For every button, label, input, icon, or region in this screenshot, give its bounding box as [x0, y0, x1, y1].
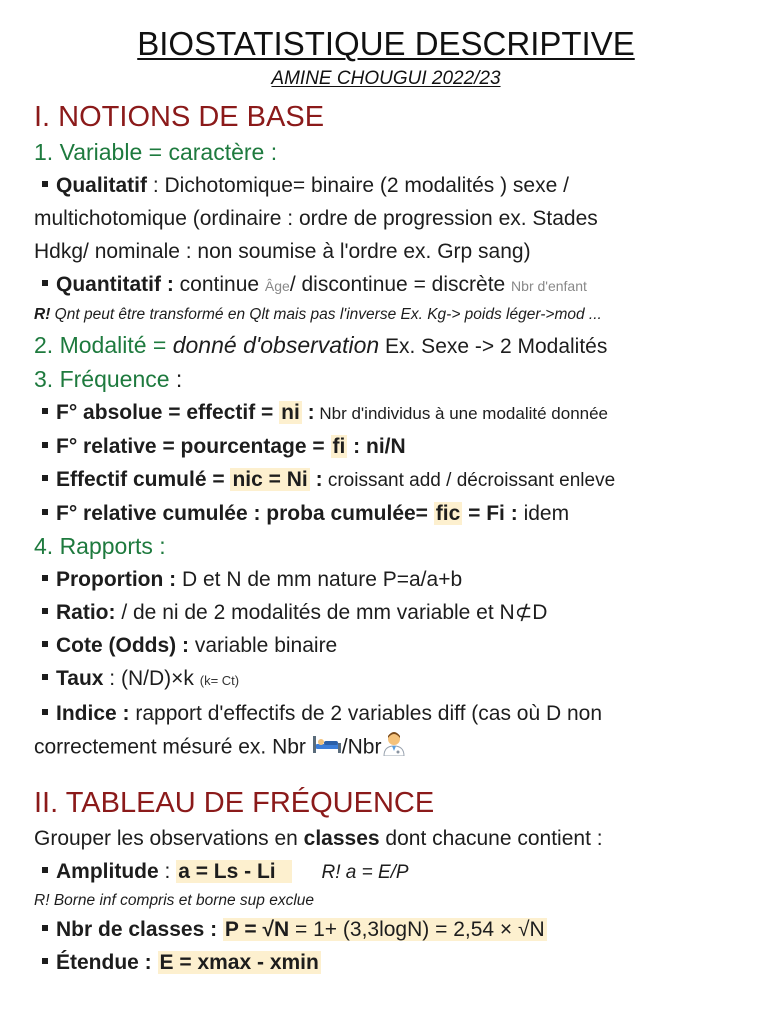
modalite-label: 2. Modalité =: [34, 332, 173, 358]
taux-text: : (N/D)×k: [103, 667, 200, 690]
indice-label: Indice :: [56, 702, 130, 725]
intro-text-2: dont chacune contient :: [379, 827, 603, 850]
amplitude-line: [34, 855, 738, 889]
remark-text: Qnt peut être transformé en Qlt mais pas l'inverse Ex. Kg-> poids léger->mod ...: [54, 306, 602, 323]
amplitude-formula: a = Ls - Li: [176, 860, 291, 883]
section1-heading: I. NOTIONS DE BASE: [34, 101, 325, 133]
freq-relative-cumulee-rest: = Fi :: [462, 502, 518, 525]
remark-text: Borne inf compris et borne sup exclue: [53, 892, 315, 909]
taux-line: [34, 662, 738, 697]
bed-icon: [312, 732, 342, 765]
qualitatif-line-2: multichotomique (ordinaire : ordre de progression ex. Stades: [34, 207, 598, 230]
classes-formula-rest: = 1+ (3,3logN) = 2,54 × √N: [289, 918, 545, 941]
effectif-cumule-label: Effectif cumulé =: [56, 468, 231, 491]
bullet-icon: [42, 475, 48, 481]
freq-relative-cumulee-line: [34, 497, 738, 530]
document-author: AMINE CHOUGUI 2022/23: [271, 68, 501, 89]
freq-relative-line: [34, 430, 738, 463]
section2-heading: II. TABLEAU DE FRÉQUENCE: [34, 787, 435, 819]
cote-text: variable binaire: [188, 634, 338, 657]
variable-heading: 1. Variable = caractère :: [34, 139, 278, 165]
bullet-icon: [42, 408, 48, 414]
frequence-label: 3. Fréquence: [34, 366, 170, 392]
variable-remark: [34, 303, 738, 327]
rapports-heading: 4. Rapports :: [34, 533, 166, 559]
etendue-line: [34, 946, 738, 979]
classes-formula: [223, 918, 547, 941]
cote-label: Cote (Odds) :: [56, 634, 189, 657]
bullet-icon: [42, 709, 48, 715]
freq-relative-symbol: fi: [332, 435, 346, 458]
freq-relative-label: F° relative = pourcentage =: [56, 435, 331, 458]
qualitatif-line: [34, 169, 738, 202]
bullet-icon: [42, 575, 48, 581]
bullet-icon: [42, 925, 48, 931]
quantitatif-nbr: Nbr d'enfant: [511, 278, 587, 294]
etendue-label: Étendue :: [56, 951, 158, 974]
quantitatif-age: Âge: [264, 278, 290, 294]
freq-absolue-symbol: ni: [281, 401, 300, 424]
indice-separator: /Nbr: [341, 735, 382, 759]
modalite-rest: Ex. Sexe -> 2 Modalités: [379, 335, 608, 358]
freq-relative-cumulee-text: idem: [517, 502, 570, 525]
intro-text: Grouper les observations en: [34, 827, 304, 850]
doctor-icon: [381, 730, 407, 766]
taux-small: (k= Ct): [199, 673, 240, 688]
amplitude-note: R! a = E/P: [321, 862, 409, 883]
bullet-icon: [42, 608, 48, 614]
bullet-icon: [42, 181, 48, 187]
amplitude-label: Amplitude: [56, 860, 159, 883]
intro-bold: classes: [303, 827, 380, 850]
remark-prefix: R!: [34, 892, 50, 909]
indice-text-2: correctement mésuré ex. Nbr: [34, 735, 312, 759]
freq-absolue-line: [34, 396, 738, 430]
modalite-italic: donné d'observation: [172, 332, 380, 358]
quantitatif-text-2: / discontinue = discrète: [289, 273, 512, 296]
bullet-icon: [42, 674, 48, 680]
bullet-icon: [42, 867, 48, 873]
freq-relative-cumulee-symbol: fic: [435, 502, 461, 525]
classes-formula-bold: P = √N: [224, 918, 290, 941]
document-title: BIOSTATISTIQUE DESCRIPTIVE: [137, 25, 635, 62]
proportion-text: D et N de mm nature P=a/a+b: [176, 568, 463, 591]
effectif-cumule-text: croissant add / décroissant enleve: [322, 470, 616, 491]
qualitatif-text: : Dichotomique= binaire (2 modalités ) sexe /: [147, 174, 569, 197]
bullet-icon: [42, 958, 48, 964]
qualitatif-line-3: Hdkg/ nominale : non soumise à l'ordre ex. Grp sang): [34, 240, 531, 263]
frequence-heading: [34, 363, 738, 396]
effectif-cumule-line: [34, 463, 738, 497]
indice-line-2: [34, 730, 738, 766]
indice-line: [34, 697, 738, 730]
indice-text: rapport d'effectifs de 2 variables diff (cas où D non: [129, 702, 603, 725]
freq-relative-rest: : ni/N: [347, 435, 406, 458]
quantitatif-text: continue: [173, 273, 265, 296]
freq-absolue-text: Nbr d'individus à une modalité donnée: [314, 404, 609, 423]
freq-absolue-label: F° absolue = effectif =: [56, 401, 280, 424]
bullet-icon: [42, 442, 48, 448]
bullet-icon: [42, 509, 48, 515]
ratio-label: Ratio:: [56, 601, 116, 624]
section2-intro: [34, 822, 738, 855]
bullet-icon: [42, 641, 48, 647]
classes-label: Nbr de classes :: [56, 918, 223, 941]
cote-line: [34, 629, 738, 662]
taux-label: Taux: [56, 667, 104, 690]
remark-prefix: R!: [34, 306, 51, 323]
modalite-heading: [34, 329, 738, 363]
etendue-formula: E = xmax - xmin: [159, 951, 319, 974]
freq-relative-cumulee-label: F° relative cumulée : proba cumulée=: [56, 502, 434, 525]
quantitatif-line: [34, 268, 738, 303]
quantitatif-label: Quantitatif :: [56, 273, 174, 296]
qualitatif-label: Qualitatif: [56, 174, 148, 197]
ratio-line: [34, 596, 738, 629]
frequence-colon: :: [169, 366, 183, 392]
bullet-icon: [42, 280, 48, 286]
freq-absolue-colon: :: [301, 401, 315, 424]
amplitude-colon: :: [158, 860, 177, 883]
classes-line: [34, 913, 738, 946]
borne-remark: [34, 889, 738, 913]
proportion-label: Proportion :: [56, 568, 177, 591]
effectif-cumule-symbol: nic = Ni: [232, 468, 308, 491]
effectif-cumule-colon: :: [309, 468, 323, 491]
proportion-line: [34, 563, 738, 596]
ratio-text: / de ni de 2 modalités de mm variable et N⊄D: [115, 601, 548, 624]
